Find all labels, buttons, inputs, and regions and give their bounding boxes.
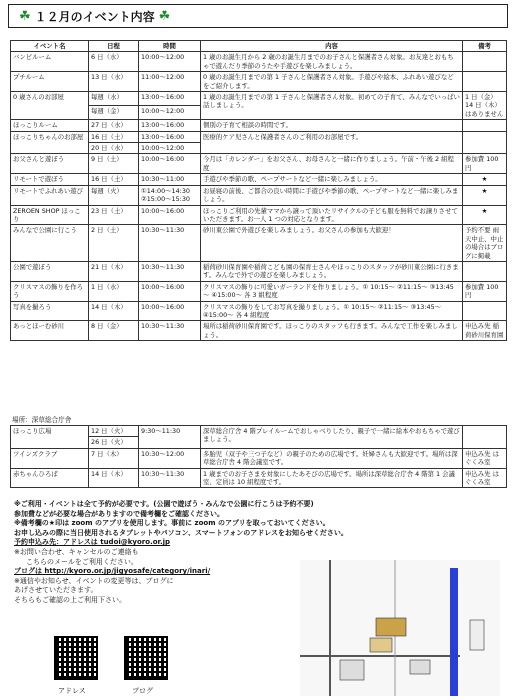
cell-name: ほっこりルーム	[11, 120, 89, 131]
header-note: 備考	[463, 41, 507, 52]
title-text: １２月のイベント内容	[34, 9, 155, 24]
cell-name: 写真を撮ろう	[11, 301, 89, 321]
cell-time: 10:30～11:30	[139, 321, 201, 341]
clover-icon: ☘	[158, 8, 171, 24]
cell-time: 10:00～16:00	[139, 281, 201, 301]
cell-date: 14 日（木）	[89, 301, 139, 321]
cell-note	[463, 261, 507, 281]
cell-content: クリスマスの飾りに可愛いガーランドを作りましょう。① 10:15～ ②11:15～ ③13:45～ ④15:00～ 各 3 組程度	[201, 281, 463, 301]
cell-time: ①14:00～14:30 ②15:00～15:30	[139, 185, 201, 205]
note-line: ※通信やお知らせ、イベントの変更等は、ブログに	[14, 576, 174, 585]
cell-date: 7 日（木）	[89, 448, 139, 468]
table-row	[11, 281, 507, 301]
cell-note: 1 日（金）14 日（木）はありません	[463, 92, 507, 120]
cell-date: 26 日（火）	[89, 437, 139, 448]
cell-note: 参加費 100 円	[463, 154, 507, 174]
cell-note	[463, 301, 507, 321]
clover-icon: ☘	[19, 8, 31, 24]
cell-note: 参加費 100 円	[463, 281, 507, 301]
cell-name: ZEROEN SHOP ほっこり	[11, 205, 89, 225]
cell-content: 個別の子育て相談の時間です。	[201, 120, 463, 131]
cell-name: みんなで公園に行こう	[11, 225, 89, 262]
cell-note: ★	[463, 174, 507, 185]
cell-date: 8 日（金）	[89, 321, 139, 341]
cell-date: 23 日（土）	[89, 205, 139, 225]
cell-note	[463, 52, 507, 72]
table-row	[11, 185, 507, 205]
qr-label-address: アドレス	[58, 687, 86, 695]
cell-content: 1 歳のお誕生月から 2 歳のお誕生月までのお子さんと保護者さん対象。お友達とおもちゃで遊んだり季節のうたや手遊びを楽しみましょう。	[201, 52, 463, 72]
cell-content: 今月は「カレンダー」をお父さん、お母さんと一緒に作りましょう。午前・午後 2 組程度	[201, 154, 463, 174]
qr-label-blog: ブログ	[132, 687, 153, 695]
cell-name: ほっこりちゃんのお部屋	[11, 131, 89, 154]
cell-note	[463, 426, 507, 449]
cell-time: 10:00～12:00	[139, 143, 201, 154]
cell-time: 10:30～12:00	[139, 448, 201, 468]
table-row	[11, 301, 507, 321]
cell-content: 1 歳までのお子さまを対象にしたあそびの広場です。場所は深草総合庁舎 4 階第 1 会議室、定員は 10 組程度です。	[201, 468, 463, 488]
cell-time: 10:30～11:30	[139, 225, 201, 262]
cell-date: 毎週（火）	[89, 185, 139, 205]
cell-date: 27 日（水）	[89, 120, 139, 131]
cell-content: お昼寝の前後、ご都合の良い時間に手遊びや季節の歌、ペープサートなど一緒に楽しみましょう。	[201, 185, 463, 205]
table-row	[11, 52, 507, 72]
page-title	[8, 4, 508, 28]
cell-content: 0 歳のお誕生月までの第 1 子さんと保護者さん対象。手遊びや絵本、ふれあい遊びなどをご紹介します。	[201, 72, 463, 92]
qr-code-blog[interactable]	[124, 636, 168, 680]
table-row	[11, 120, 507, 131]
cell-note: ★	[463, 185, 507, 205]
map-building	[410, 660, 430, 674]
cell-time: 13:00～16:00	[139, 120, 201, 131]
cell-name: バンビルーム	[11, 52, 89, 72]
cell-note: 申込み先 稲荷砂川保育園	[463, 321, 507, 341]
cell-date: 毎週（水）	[89, 92, 139, 106]
cell-name: 公園で遊ぼう	[11, 261, 89, 281]
cell-time: 10:30～11:30	[139, 468, 201, 488]
note-line: ※備考欄の★印は zoom のアプリを使用します。事前に zoom のアプリを取っておいてください。	[14, 519, 330, 528]
cell-time: 13:00～16:00	[139, 92, 201, 106]
cell-content: 場所は稲荷砂川保育園です。ほっこりのスタッフも行きます。みんなで工作を楽しみましょう。	[201, 321, 463, 341]
cell-note	[463, 72, 507, 92]
cell-date: 16 日（土）	[89, 131, 139, 142]
cell-note: 予約不要 雨天中止、中止の場合はブログに掲載	[463, 225, 507, 262]
location-label: 場所：深草総合庁舎	[12, 416, 72, 424]
cell-date: 12 日（火）	[89, 426, 139, 437]
cell-name: プチルーム	[11, 72, 89, 92]
map-railway	[450, 568, 458, 696]
table-row	[11, 468, 507, 488]
cell-time: 10:30～11:30	[139, 261, 201, 281]
cell-time: 10:00～12:00	[139, 52, 201, 72]
cell-time: 10:30～11:00	[139, 174, 201, 185]
table-header-row	[11, 41, 507, 52]
table-row	[11, 321, 507, 341]
cell-content: 多胎児（双子や三つ子など）の親子のための広場です。妊婦さんも大歓迎です。場所は深草総合庁舎 4 階会議室です。	[201, 448, 463, 468]
email-link[interactable]: 予約申込み先：アドレスは tudoi@kyoro.or.jp	[14, 538, 171, 547]
cell-time: 11:00～12:00	[139, 72, 201, 92]
cell-time: 9:30～11:30	[139, 426, 201, 449]
cell-date: 20 日（水）	[89, 143, 139, 154]
cell-note	[463, 131, 507, 154]
map-building	[376, 618, 406, 636]
cell-time: 10:00～16:00	[139, 154, 201, 174]
note-line: そちらもご確認の上ご利用下さい。	[14, 595, 126, 604]
cell-name: ほっこり広場	[11, 426, 89, 449]
cell-name: あっとほーむ砂川	[11, 321, 89, 341]
note-line: こちらのメールをご利用ください。	[26, 557, 138, 566]
cell-content: 砂川東公園で外遊びを楽しみましょう。お父さんの参加も大歓迎！	[201, 225, 463, 262]
table-row	[11, 72, 507, 92]
map-building	[470, 620, 484, 650]
table-row	[11, 154, 507, 174]
cell-name: 0 歳さんのお部屋	[11, 92, 89, 120]
cell-note	[463, 120, 507, 131]
cell-date: 2 日（土）	[89, 225, 139, 262]
cell-date: 9 日（土）	[89, 154, 139, 174]
cell-date: 1 日（水）	[89, 281, 139, 301]
table-row	[11, 131, 507, 142]
cell-date: 13 日（水）	[89, 72, 139, 92]
cell-content: 1 歳のお誕生月までの第 1 子さんと保護者さん対象。初めての子育て、みんなでいっぱい話しましょう。	[201, 92, 463, 120]
cell-date: 21 日（木）	[89, 261, 139, 281]
header-date: 日程	[89, 41, 139, 52]
event-table-fukakusa	[10, 425, 507, 488]
qr-code-address[interactable]	[54, 636, 98, 680]
cell-note: ★	[463, 205, 507, 225]
table-row	[11, 174, 507, 185]
table-row	[11, 225, 507, 262]
map-building	[370, 638, 392, 652]
cell-time: 13:00～16:00	[139, 131, 201, 142]
map-building	[340, 660, 364, 680]
table-row	[11, 426, 507, 437]
cell-time: 10:00～12:00	[139, 106, 201, 120]
table-row	[11, 205, 507, 225]
cell-name: ツインズクラブ	[11, 448, 89, 468]
cell-name: お父さんと遊ぼう	[11, 154, 89, 174]
cell-date: 16 日（土）	[89, 174, 139, 185]
cell-time: 10:00～16:00	[139, 205, 201, 225]
header-event: イベント名	[11, 41, 89, 52]
cell-date: 14 日（木）	[89, 468, 139, 488]
cell-content: 稲荷砂川保育園や稲荷こども園の保育士さんやほっこりのスタッフが砂川東公園に行きます。みんなで外での遊びを楽しみましょう。	[201, 261, 463, 281]
cell-note: 申込み先 はぐくみ室	[463, 448, 507, 468]
cell-name: クリスマスの飾りを作ろう	[11, 281, 89, 301]
cell-content: クリスマスの飾りをしてお写真を撮りましょう。① 10:15～ ②11:15～ ③13:45～ ④15:00～ 各 4 組程度	[201, 301, 463, 321]
cell-name: 赤ちゃんひろば	[11, 468, 89, 488]
cell-time: 10:00～16:00	[139, 301, 201, 321]
event-table	[10, 40, 507, 341]
table-row	[11, 261, 507, 281]
cell-name: リモートで遊ぼう	[11, 174, 89, 185]
cell-date: 毎週（金）	[89, 106, 139, 120]
cell-note: 申込み先 はぐくみ室	[463, 468, 507, 488]
cell-content: 医療的ケア児さんと保護者さんのご利用のお部屋です。	[201, 131, 463, 154]
note-line: 参加費などが必要な場合がありますので備考欄をご確認ください。	[14, 509, 224, 518]
table-row	[11, 92, 507, 106]
note-line: ※ご利用・イベントは全て予約が必要です。(公園で遊ぼう・みんなで公園に行こうは予約不要)	[14, 500, 314, 508]
cell-content: ほっこりご利用の先輩ママから譲って頂いたリサイクルの子ども服を無料でお譲りさせていただきます。お一人 1 つの対応となります。	[201, 205, 463, 225]
table-row	[11, 448, 507, 468]
cell-content: 手遊びや季節の歌、ペープサートなど一緒に楽しみましょう。	[201, 174, 463, 185]
header-content: 内容	[201, 41, 463, 52]
access-map	[300, 560, 500, 696]
note-line: あげさせていただきます。	[14, 586, 98, 595]
header-time: 時間	[139, 41, 201, 52]
cell-name: リモートでふれあい遊び	[11, 185, 89, 205]
note-line: お申し込みの際に当日使用されるタブレットやパソコン、スマートフォンのアドレスをお知らせください。	[14, 528, 348, 537]
blog-link[interactable]: ブログは http://kyoro.or.jp/jigyosafe/category/inari/	[14, 567, 211, 576]
cell-content: 深草総合庁舎 4 階プレイルームでおしゃべりしたり、親子で一緒に絵本やおもちゃで遊びましょう。	[201, 426, 463, 449]
note-line: ※お問い合わせ、キャンセルのご連絡も	[14, 547, 139, 556]
cell-date: 6 日（水）	[89, 52, 139, 72]
